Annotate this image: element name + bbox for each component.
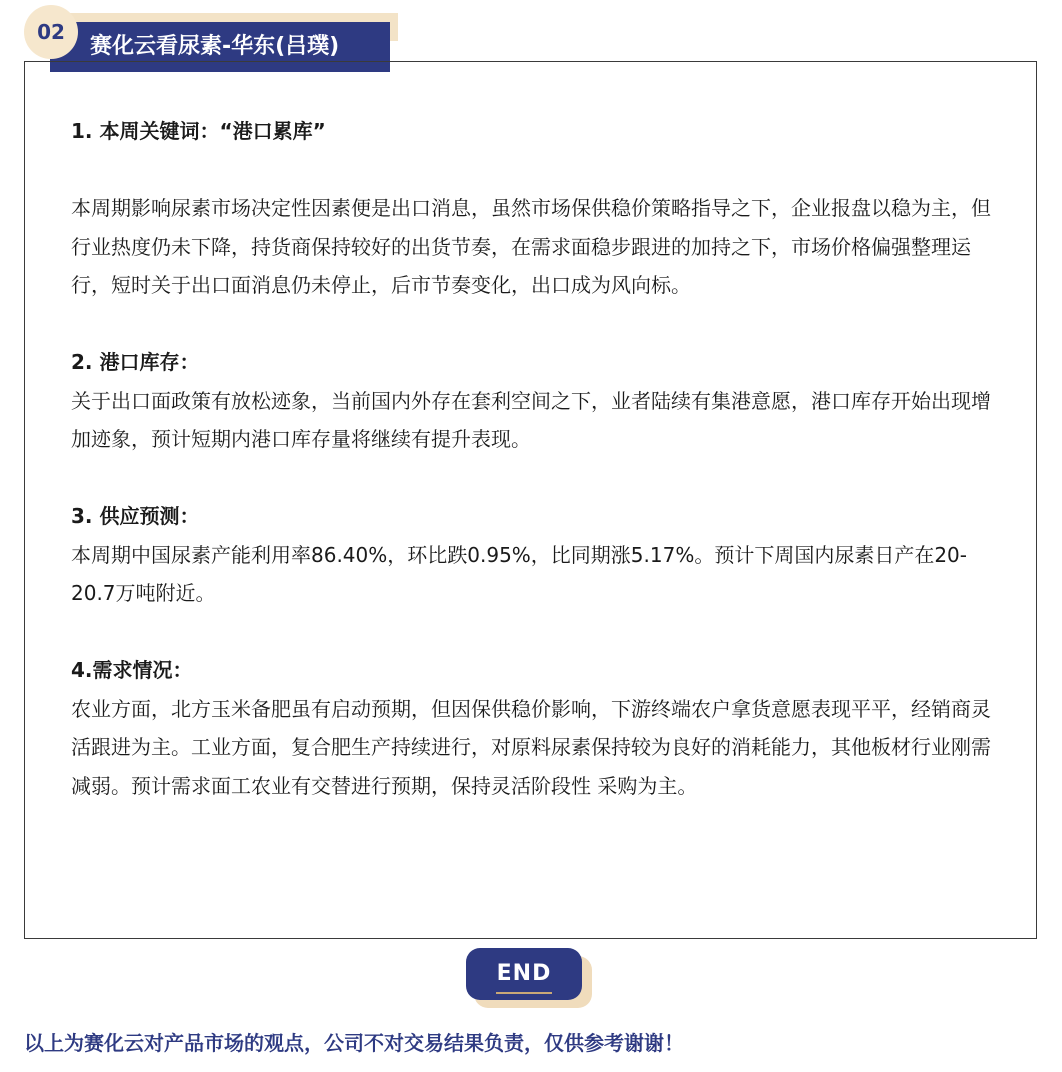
end-badge [464, 946, 594, 1012]
end-label: END [496, 961, 552, 986]
end-underline [496, 992, 552, 994]
supply-forecast-paragraph: 本周期中国尿素产能利用率86.40%，环比跌0.95%，比同期涨5.17%。预计下周国内尿素日产在20-20.7万吨附近。 [71, 542, 967, 605]
disclaimer-note: 以上为赛化云对产品市场的观点，公司不对交易结果负责，仅供参考谢谢！ [24, 1031, 684, 1055]
keyword-heading: 1. 本周关键词：“港口累库” [71, 119, 326, 143]
section-number: 02 [37, 20, 65, 44]
intro-paragraph: 本周期影响尿素市场决定性因素便是出口消息，虽然市场保供稳价策略指导之下，企业报盘以稳为主，但行业热度仍未下降，持货商保持较好的出货节奏，在需求面稳步跟进的加持之下，市场价格偏强整理运行，短时关于出口面消息仍未停止，后市节奏变化，出口成为风向标。 [71, 196, 991, 297]
port-inventory-paragraph: 关于出口面政策有放松迹象，当前国内外存在套利空间之下，业者陆续有集港意愿，港口库存开始出现增加迹象，预计短期内港口库存量将继续有提升表现。 [71, 388, 991, 451]
port-inventory-heading: 2. 港口库存： [71, 350, 200, 374]
supply-forecast-heading: 3. 供应预测： [71, 504, 200, 528]
section-title: 赛化云看尿素-华东(吕璞) [90, 34, 340, 59]
demand-paragraph: 农业方面，北方玉米备肥虽有启动预期，但因保供稳价影响，下游终端农户拿货意愿表现平平，经销商灵活跟进为主。工业方面，复合肥生产持续进行，对原料尿素保持较为良好的消耗能力，其他板材行业刚需减弱。预计需求面工农业有交替进行预期，保持灵活阶段性 采购为主。 [71, 696, 991, 798]
content-box [24, 61, 1037, 939]
article-body [71, 112, 996, 805]
demand-heading: 4.需求情况： [71, 658, 193, 682]
